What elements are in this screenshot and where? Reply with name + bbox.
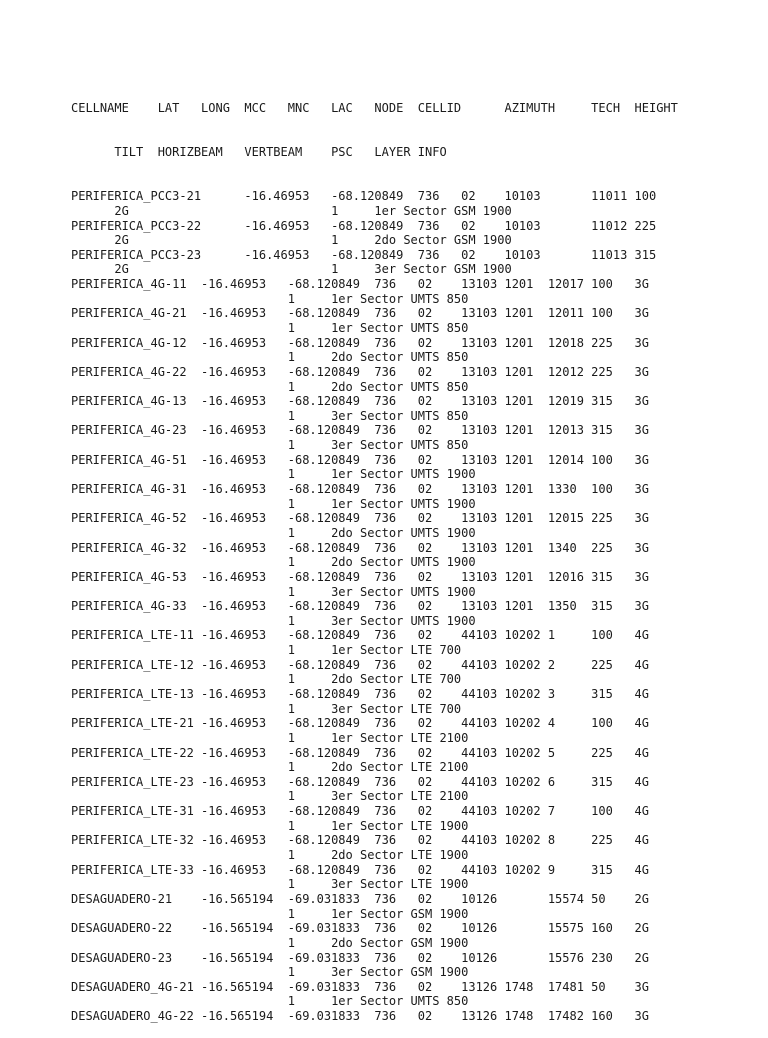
cell-record-continuation-line: 1 3er Sector GSM 1900 bbox=[71, 965, 469, 980]
cell-record-line: PERIFERICA_4G-22 -16.46953 -68.120849 736 02 13103 1201 12012 225 3G bbox=[71, 364, 649, 379]
cell-site-text-document bbox=[71, 72, 751, 1038]
cell-record-continuation-line: 2G 1 2do Sector GSM 1900 bbox=[71, 233, 512, 248]
cell-record-continuation-line: 1 3er Sector UMTS 1900 bbox=[71, 584, 476, 599]
cell-record-line: DESAGUADERO-23 -16.565194 -69.031833 736 02 10126 15576 230 2G bbox=[71, 950, 649, 965]
cell-record-line: PERIFERICA_4G-32 -16.46953 -68.120849 736 02 13103 1201 1340 225 3G bbox=[71, 540, 649, 555]
cell-record-continuation-line: 1 2do Sector LTE 1900 bbox=[71, 848, 469, 863]
header-line: CELLNAME LAT LONG MCC MNC LAC NODE CELLID AZIMUTH TECH HEIGHT bbox=[71, 101, 678, 116]
cell-record-continuation-line: 1 2do Sector UMTS 1900 bbox=[71, 525, 476, 540]
cell-record-line: PERIFERICA_PCC3-21 -16.46953 -68.120849 736 02 10103 11011 100 bbox=[71, 189, 657, 204]
cell-record-line: PERIFERICA_4G-33 -16.46953 -68.120849 736 02 13103 1201 1350 315 3G bbox=[71, 599, 649, 614]
cell-record-line: DESAGUADERO_4G-21 -16.565194 -69.031833 736 02 13126 1748 17481 50 3G bbox=[71, 979, 649, 994]
cell-record-continuation-line: 1 1er Sector UMTS 1900 bbox=[71, 496, 476, 511]
cell-record-continuation-line: 1 1er Sector LTE 2100 bbox=[71, 730, 469, 745]
cell-record-continuation-line: 1 2do Sector UMTS 850 bbox=[71, 379, 469, 394]
cell-record-line: PERIFERICA_4G-31 -16.46953 -68.120849 736 02 13103 1201 1330 100 3G bbox=[71, 482, 649, 497]
cell-record-continuation-line: 1 1er Sector UMTS 850 bbox=[71, 320, 469, 335]
cell-record-line: PERIFERICA_LTE-23 -16.46953 -68.120849 736 02 44103 10202 6 315 4G bbox=[71, 774, 649, 789]
cell-record-line: PERIFERICA_4G-51 -16.46953 -68.120849 736 02 13103 1201 12014 100 3G bbox=[71, 452, 649, 467]
header-line: TILT HORIZBEAM VERTBEAM PSC LAYER INFO bbox=[71, 145, 447, 160]
cell-record-list bbox=[71, 189, 751, 1024]
cell-record-line: DESAGUADERO-21 -16.565194 -69.031833 736 02 10126 15574 50 2G bbox=[71, 891, 649, 906]
cell-record-line: PERIFERICA_PCC3-22 -16.46953 -68.120849 736 02 10103 11012 225 bbox=[71, 218, 657, 233]
cell-record-continuation-line: 1 3er Sector UMTS 850 bbox=[71, 438, 469, 453]
cell-record-line: PERIFERICA_4G-21 -16.46953 -68.120849 736 02 13103 1201 12011 100 3G bbox=[71, 306, 649, 321]
cell-record-continuation-line: 1 3er Sector UMTS 1900 bbox=[71, 613, 476, 628]
cell-record-line: PERIFERICA_LTE-13 -16.46953 -68.120849 736 02 44103 10202 3 315 4G bbox=[71, 687, 649, 701]
cell-record-continuation-line: 1 2do Sector GSM 1900 bbox=[71, 935, 469, 950]
cell-record-line: PERIFERICA_LTE-32 -16.46953 -68.120849 736 02 44103 10202 8 225 4G bbox=[71, 833, 649, 848]
cell-record-line: DESAGUADERO_4G-22 -16.565194 -69.031833 736 02 13126 1748 17482 160 3G bbox=[71, 1009, 649, 1024]
cell-record-continuation-line: 1 2do Sector LTE 700 bbox=[71, 672, 462, 687]
cell-record-line: PERIFERICA_4G-52 -16.46953 -68.120849 736 02 13103 1201 12015 225 3G bbox=[71, 511, 649, 526]
cell-record-line: PERIFERICA_LTE-12 -16.46953 -68.120849 736 02 44103 10202 2 225 4G bbox=[71, 657, 649, 672]
cell-record-line: DESAGUADERO-22 -16.565194 -69.031833 736 02 10126 15575 160 2G bbox=[71, 921, 649, 936]
cell-record-continuation-line: 2G 1 1er Sector GSM 1900 bbox=[71, 203, 512, 218]
cell-record-continuation-line: 1 2do Sector UMTS 1900 bbox=[71, 555, 476, 570]
cell-record-continuation-line: 1 1er Sector UMTS 850 bbox=[71, 994, 469, 1009]
cell-record-continuation-line: 1 3er Sector LTE 1900 bbox=[71, 877, 469, 892]
cell-record-continuation-line: 2G 1 3er Sector GSM 1900 bbox=[71, 262, 512, 277]
cell-record-line: PERIFERICA_LTE-11 -16.46953 -68.120849 736 02 44103 10202 1 100 4G bbox=[71, 628, 649, 643]
cell-record-line: PERIFERICA_4G-11 -16.46953 -68.120849 736 02 13103 1201 12017 100 3G bbox=[71, 277, 649, 292]
cell-record-line: PERIFERICA_LTE-33 -16.46953 -68.120849 736 02 44103 10202 9 315 4G bbox=[71, 862, 649, 877]
cell-record-line: PERIFERICA_PCC3-23 -16.46953 -68.120849 736 02 10103 11013 315 bbox=[71, 247, 657, 262]
cell-record-line: PERIFERICA_LTE-31 -16.46953 -68.120849 736 02 44103 10202 7 100 4G bbox=[71, 804, 649, 819]
cell-record-continuation-line: 1 3er Sector LTE 700 bbox=[71, 701, 462, 716]
cell-record-continuation-line: 1 2do Sector LTE 2100 bbox=[71, 760, 469, 775]
cell-record-line: PERIFERICA_LTE-22 -16.46953 -68.120849 736 02 44103 10202 5 225 4G bbox=[71, 745, 649, 760]
cell-record-continuation-line: 1 1er Sector UMTS 850 bbox=[71, 291, 469, 306]
cell-record-continuation-line: 1 3er Sector LTE 2100 bbox=[71, 789, 469, 804]
cell-record-continuation-line: 1 1er Sector LTE 700 bbox=[71, 643, 462, 658]
cell-record-line: PERIFERICA_4G-23 -16.46953 -68.120849 736 02 13103 1201 12013 315 3G bbox=[71, 423, 649, 438]
cell-record-continuation-line: 1 2do Sector UMTS 850 bbox=[71, 350, 469, 365]
cell-record-continuation-line: 1 1er Sector UMTS 1900 bbox=[71, 467, 476, 482]
cell-record-continuation-line: 1 1er Sector LTE 1900 bbox=[71, 818, 469, 833]
cell-record-continuation-line: 1 1er Sector GSM 1900 bbox=[71, 906, 469, 921]
cell-record-line: PERIFERICA_4G-12 -16.46953 -68.120849 736 02 13103 1201 12018 225 3G bbox=[71, 335, 649, 350]
cell-record-line: PERIFERICA_LTE-21 -16.46953 -68.120849 736 02 44103 10202 4 100 4G bbox=[71, 716, 649, 731]
cell-record-line: PERIFERICA_4G-13 -16.46953 -68.120849 736 02 13103 1201 12019 315 3G bbox=[71, 394, 649, 409]
cell-record-line: PERIFERICA_4G-53 -16.46953 -68.120849 736 02 13103 1201 12016 315 3G bbox=[71, 569, 649, 584]
cell-record-continuation-line: 1 3er Sector UMTS 850 bbox=[71, 408, 469, 423]
